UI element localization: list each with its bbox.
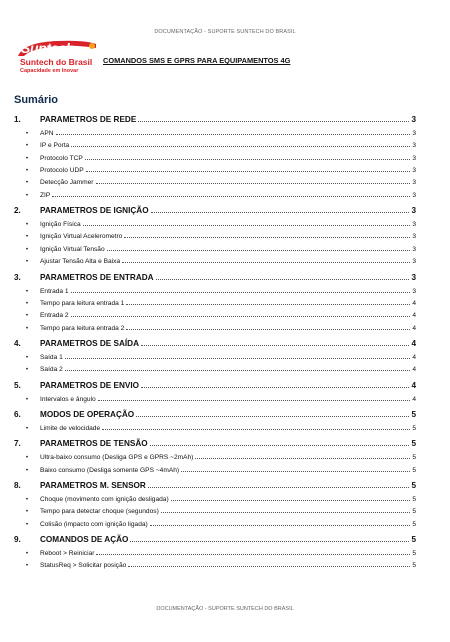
toc-leader-dots xyxy=(195,457,410,459)
logo-brand-text: Suntech xyxy=(21,40,75,56)
toc-item-label: APN xyxy=(40,130,54,137)
logo-company-name: Suntech do Brasil xyxy=(20,57,93,67)
toc-leader-dots xyxy=(71,145,410,147)
toc-item-label: Tempo para leitura entrada 2 xyxy=(40,324,125,332)
toc-section-number: 3. xyxy=(14,272,21,282)
toc-item-label: Entrada 1 xyxy=(40,287,69,295)
toc-item-row[interactable] xyxy=(26,323,416,332)
toc-item-row[interactable] xyxy=(26,548,416,557)
toc-page-number: 3 xyxy=(412,179,416,187)
toc-section-row[interactable] xyxy=(14,337,416,348)
bullet-icon: • xyxy=(26,313,29,320)
toc-item-row[interactable] xyxy=(26,519,416,528)
toc-item-row[interactable] xyxy=(26,310,416,319)
toc-page-number: 3 xyxy=(412,130,416,137)
toc-leader-dots xyxy=(122,261,410,263)
toc-section-label: PARAMETROS DE IGNIÇÃO xyxy=(40,206,149,216)
toc-page-number: 3 xyxy=(412,258,416,266)
toc-section-label: PARAMETROS DE SAÍDA xyxy=(40,338,140,348)
toc-leader-dots xyxy=(148,486,410,488)
toc-leader-dots xyxy=(126,328,410,330)
bullet-icon: • xyxy=(26,192,29,199)
toc-page-number: 5 xyxy=(412,466,416,474)
bullet-icon: • xyxy=(26,180,29,187)
toc-leader-dots xyxy=(56,133,411,135)
bullet-icon: • xyxy=(26,455,29,462)
page-header: DOCUMENTAÇÃO - SUPORTE SUNTECH DO BRASIL xyxy=(154,29,296,35)
toc-item-row[interactable] xyxy=(26,352,416,361)
toc-leader-dots xyxy=(156,278,410,280)
toc-section-number: 6. xyxy=(14,409,21,419)
toc-leader-dots xyxy=(136,415,409,417)
toc-section-number: 9. xyxy=(14,535,21,545)
bullet-icon: • xyxy=(26,168,29,175)
toc-item-row[interactable] xyxy=(26,219,416,228)
toc-item-label: Choque (movimento com ignição desligada) xyxy=(40,496,169,503)
toc-leader-dots xyxy=(107,249,411,251)
toc-page-number: 4 xyxy=(412,395,416,403)
toc-leader-dots xyxy=(150,524,411,526)
toc-page-number: 5 xyxy=(411,481,416,490)
toc-leader-dots xyxy=(171,499,411,501)
toc-leader-dots xyxy=(65,357,411,359)
toc-section-number: 7. xyxy=(14,439,21,449)
toc-page-number: 3 xyxy=(412,287,416,295)
toc-page-number: 3 xyxy=(412,221,416,229)
toc-leader-dots xyxy=(96,553,410,555)
bullet-icon: • xyxy=(26,288,29,295)
page-footer: DOCUMENTAÇÃO - SUPORTE SUNTECH DO BRASIL xyxy=(156,606,294,612)
toc-heading: Sumário xyxy=(14,94,59,106)
toc-section-label: PARAMETROS DE ENTRADA xyxy=(40,272,154,282)
bullet-icon: • xyxy=(26,509,29,516)
bullet-icon: • xyxy=(26,354,29,361)
toc-item-label: Ignição Física xyxy=(40,221,81,229)
bullet-icon: • xyxy=(26,497,29,503)
toc-leader-dots xyxy=(102,428,410,430)
toc-section-row[interactable] xyxy=(14,533,416,544)
bullet-icon: • xyxy=(26,300,29,307)
toc-leader-dots xyxy=(85,158,411,160)
bullet-icon: • xyxy=(26,131,29,137)
toc-leader-dots xyxy=(128,565,410,567)
toc-page-number: 4 xyxy=(411,380,416,390)
toc-page-number: 3 xyxy=(412,191,416,199)
toc-leader-dots xyxy=(65,369,411,371)
toc-page-number: 4 xyxy=(412,312,416,320)
toc-item-row[interactable] xyxy=(26,244,416,253)
toc-section-label: MODOS DE OPERAÇÃO xyxy=(40,409,135,419)
bullet-icon: • xyxy=(26,155,29,162)
toc-section-row[interactable] xyxy=(14,204,416,215)
toc-page-number: 5 xyxy=(412,562,416,570)
toc-section-number: 1. xyxy=(14,115,21,124)
toc-item-label: Ultra-baixo consumo (Desliga GPS e GPRS ~2mAh) xyxy=(40,454,194,462)
toc-section-number: 2. xyxy=(14,206,21,216)
toc-leader-dots xyxy=(138,120,409,122)
toc-leader-dots xyxy=(124,236,410,238)
toc-section-row[interactable] xyxy=(14,379,416,390)
toc-item-label: Ignição Virtual Acelerometro xyxy=(40,233,123,241)
toc-section-number: 8. xyxy=(14,481,21,490)
logo-tagline: Capacidade em Inovar xyxy=(20,68,79,74)
toc-section-label: PARAMETROS DE ENVIO xyxy=(40,380,140,390)
toc-page-number: 4 xyxy=(412,299,416,307)
toc-page-number: 3 xyxy=(411,115,416,124)
toc-leader-dots xyxy=(151,211,410,213)
toc-item-label: Tempo para leitura entrada 1 xyxy=(40,299,125,307)
bullet-icon: • xyxy=(26,325,29,332)
toc-item-label: Colisão (impacto com ignição ligada) xyxy=(40,520,148,528)
toc-leader-dots xyxy=(98,399,411,401)
toc-item-label: Saída 2 xyxy=(40,366,63,374)
toc-section-label: PARAMETROS DE TENSÃO xyxy=(40,439,148,449)
toc-item-row[interactable] xyxy=(26,286,416,295)
bullet-icon: • xyxy=(26,222,29,229)
toc-leader-dots xyxy=(181,470,410,472)
toc-page-number: 5 xyxy=(412,496,416,503)
toc-page-number: 5 xyxy=(412,550,416,558)
toc-section-label: COMANDOS DE AÇÃO xyxy=(40,535,129,545)
toc-leader-dots xyxy=(71,291,411,293)
toc-item-row[interactable] xyxy=(26,128,416,137)
toc-section-row[interactable] xyxy=(14,437,416,448)
toc-item-row[interactable] xyxy=(26,140,416,149)
toc-section-label: PARAMETROS DE REDE xyxy=(40,115,137,124)
toc-item-label: Ignição Virtual Tensão xyxy=(40,245,105,253)
toc-leader-dots xyxy=(86,170,411,172)
toc-item-row[interactable] xyxy=(26,298,416,307)
toc-section-row[interactable] xyxy=(14,113,416,124)
toc-section-number: 4. xyxy=(14,338,21,348)
toc-item-label: Limite de velocidade xyxy=(40,424,101,432)
toc-item-label: Protocolo UDP xyxy=(40,167,84,175)
toc-item-row[interactable] xyxy=(26,153,416,162)
toc-item-row[interactable] xyxy=(26,465,416,474)
bullet-icon: • xyxy=(26,246,29,253)
toc-item-row[interactable] xyxy=(26,177,416,186)
bullet-icon: • xyxy=(26,367,29,374)
bullet-icon: • xyxy=(26,521,29,528)
toc-page-number: 3 xyxy=(412,154,416,162)
toc-leader-dots xyxy=(141,344,409,346)
toc-item-label: Saída 1 xyxy=(40,353,63,361)
document-title: COMANDOS SMS E GPRS PARA EQUIPAMENTOS 4G xyxy=(103,56,291,65)
toc-page-number: 4 xyxy=(412,353,416,361)
bullet-icon: • xyxy=(26,234,29,241)
bullet-icon: • xyxy=(26,396,29,403)
bullet-icon: • xyxy=(26,551,29,558)
toc-page-number: 3 xyxy=(411,206,416,216)
bullet-icon: • xyxy=(26,563,29,570)
toc-item-row[interactable] xyxy=(26,190,416,199)
toc-item-label: Detecção Jammer xyxy=(40,179,94,187)
toc-leader-dots xyxy=(161,511,411,513)
toc-section-row[interactable] xyxy=(14,479,416,490)
toc-section-row[interactable] xyxy=(14,408,416,419)
toc-leader-dots xyxy=(96,182,411,184)
toc-item-row[interactable] xyxy=(26,560,416,569)
toc-item-row[interactable] xyxy=(26,256,416,265)
toc-leader-dots xyxy=(71,315,411,317)
toc-page-number: 3 xyxy=(411,272,416,282)
toc-section-label: PARAMETROS M. SENSOR xyxy=(40,481,146,490)
toc-page-number: 5 xyxy=(412,424,416,432)
bullet-icon: • xyxy=(26,259,29,266)
toc-leader-dots xyxy=(150,444,410,446)
toc-page-number: 5 xyxy=(412,520,416,528)
toc-item-label: Intervalos e ângulo xyxy=(40,395,96,403)
toc-leader-dots xyxy=(52,195,410,197)
toc-item-label: StatusReq > Solicitar posição xyxy=(40,562,127,570)
toc-page-number: 3 xyxy=(412,245,416,253)
toc-item-label: Tempo para detectar choque (segundos) xyxy=(40,508,159,516)
toc-page-number: 4 xyxy=(411,338,416,348)
toc-leader-dots xyxy=(130,540,409,542)
bullet-icon: • xyxy=(26,467,29,474)
toc-item-row[interactable] xyxy=(26,231,416,240)
toc-item-row[interactable] xyxy=(26,364,416,373)
toc-item-row[interactable] xyxy=(26,423,416,432)
toc-leader-dots xyxy=(141,386,409,388)
toc-page-number: 3 xyxy=(412,233,416,241)
toc-page-number: 3 xyxy=(412,167,416,175)
toc-page-number: 5 xyxy=(411,439,416,449)
toc-leader-dots xyxy=(126,303,410,305)
toc-page-number: 5 xyxy=(411,409,416,419)
toc-item-row[interactable] xyxy=(26,165,416,174)
toc-section-number: 5. xyxy=(14,380,21,390)
toc-item-label: ZIP xyxy=(40,191,51,199)
toc-page-number: 5 xyxy=(412,454,416,462)
toc-item-row[interactable] xyxy=(26,394,416,403)
toc-item-row[interactable] xyxy=(26,452,416,461)
toc-item-label: Entrada 2 xyxy=(40,312,69,320)
toc-item-row[interactable] xyxy=(26,494,416,503)
toc-page-number: 4 xyxy=(412,324,416,332)
toc-item-row[interactable] xyxy=(26,506,416,515)
toc-page-number: 4 xyxy=(412,366,416,374)
bullet-icon: • xyxy=(26,143,29,150)
bullet-icon: • xyxy=(26,425,29,432)
toc-item-label: Baixo consumo (Desliga somente GPS ~4mAh) xyxy=(40,466,180,474)
toc-section-row[interactable] xyxy=(14,271,416,282)
toc-item-label: IP e Porta xyxy=(40,142,70,150)
toc-leader-dots xyxy=(83,224,411,226)
toc-page-number: 3 xyxy=(412,142,416,150)
toc-item-label: Protocolo TCP xyxy=(40,154,83,162)
toc-item-label: Ajustar Tensão Alta e Baixa xyxy=(40,258,121,266)
toc-page-number: 5 xyxy=(412,508,416,516)
toc-item-label: Reboot > Reiniciar xyxy=(40,550,95,558)
toc-page-number: 5 xyxy=(411,535,416,545)
